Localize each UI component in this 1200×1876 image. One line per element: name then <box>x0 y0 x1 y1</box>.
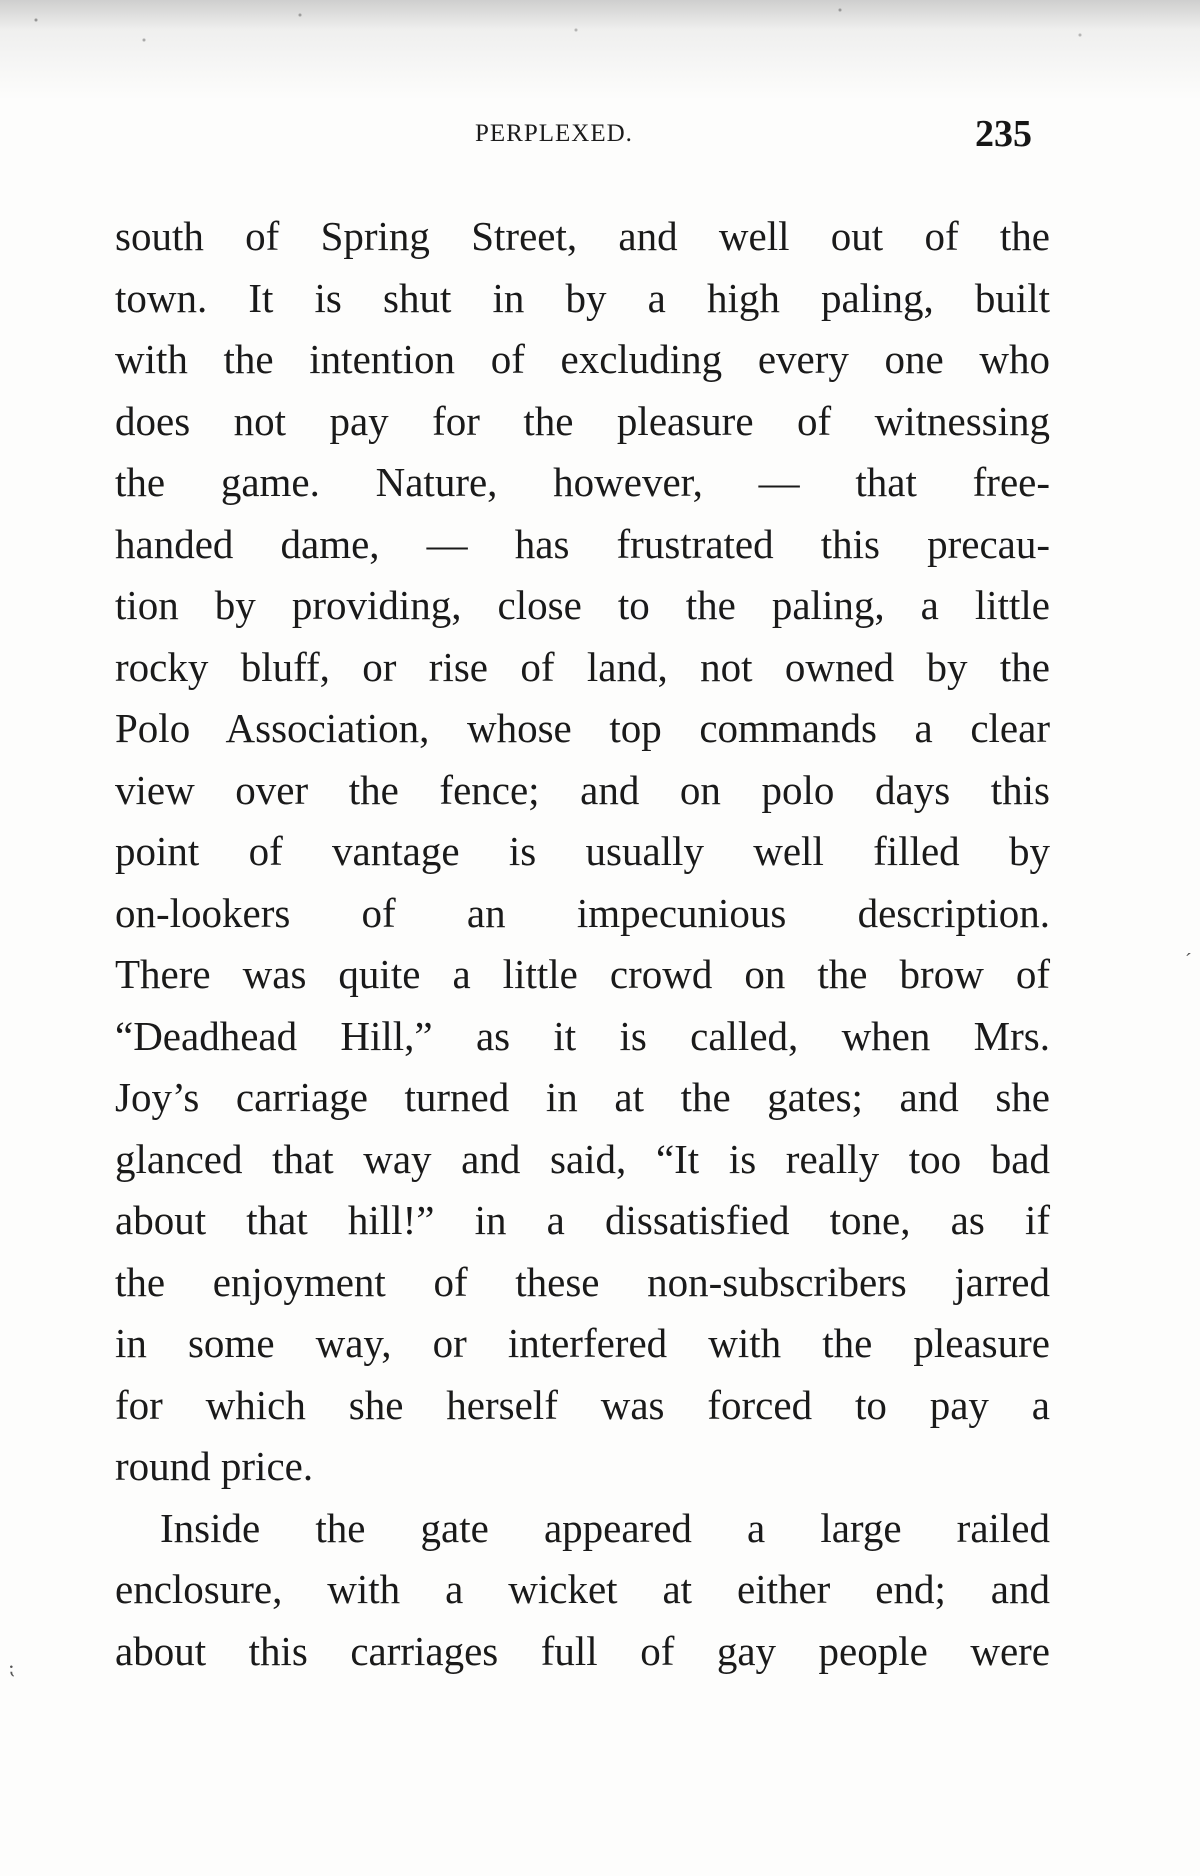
text-line: glanced that way and said, “It is really too bad <box>115 1135 1050 1182</box>
text-line: the game. Nature, however, — that free- <box>115 459 1050 505</box>
text-line: the enjoyment of these non-subscribers jarred <box>115 1258 1050 1305</box>
text-line: point of vantage is usually well filled by <box>115 828 1050 874</box>
text-line-paragraph-end: round price. <box>115 1443 314 1489</box>
page-number: 235 <box>975 113 1032 155</box>
margin-speck: ⁏ <box>8 1657 15 1679</box>
body-text <box>115 206 1050 1682</box>
text-line: about that hill!” in a dissatisfied tone, as if <box>115 1197 1050 1243</box>
text-line-paragraph-start: Inside the gate appeared a large railed <box>160 1504 1050 1551</box>
text-line: town. It is shut in by a high paling, built <box>115 274 1050 321</box>
running-title: PERPLEXED. <box>475 120 633 147</box>
text-line: for which she herself was forced to pay a <box>115 1381 1050 1428</box>
text-line: handed dame, — has frustrated this precau- <box>115 520 1050 567</box>
text-line: about this carriages full of gay people were <box>115 1627 1050 1674</box>
margin-speck: ˊ <box>1185 950 1192 972</box>
text-line: “Deadhead Hill,” as it is called, when Mrs. <box>115 1012 1050 1059</box>
text-line: with the intention of excluding every one who <box>115 336 1050 382</box>
scan-speckle-edge <box>0 0 1200 100</box>
text-line: Joy’s carriage turned in at the gates; and she <box>115 1074 1050 1120</box>
text-line: tion by providing, close to the paling, a little <box>115 582 1050 628</box>
text-line: Polo Association, whose top commands a clear <box>115 705 1050 751</box>
text-line: rocky bluff, or rise of land, not owned by the <box>115 643 1050 690</box>
text-line: does not pay for the pleasure of witnessing <box>115 397 1050 444</box>
text-line: view over the fence; and on polo days this <box>115 766 1050 813</box>
text-line: enclosure, with a wicket at either end; and <box>115 1566 1050 1612</box>
text-line: There was quite a little crowd on the brow of <box>115 951 1050 997</box>
running-head <box>0 113 1200 158</box>
text-line: in some way, or interfered with the pleasure <box>115 1320 1050 1366</box>
text-line: south of Spring Street, and well out of the <box>115 213 1050 259</box>
text-line: on-lookers of an impecunious description. <box>115 889 1050 936</box>
